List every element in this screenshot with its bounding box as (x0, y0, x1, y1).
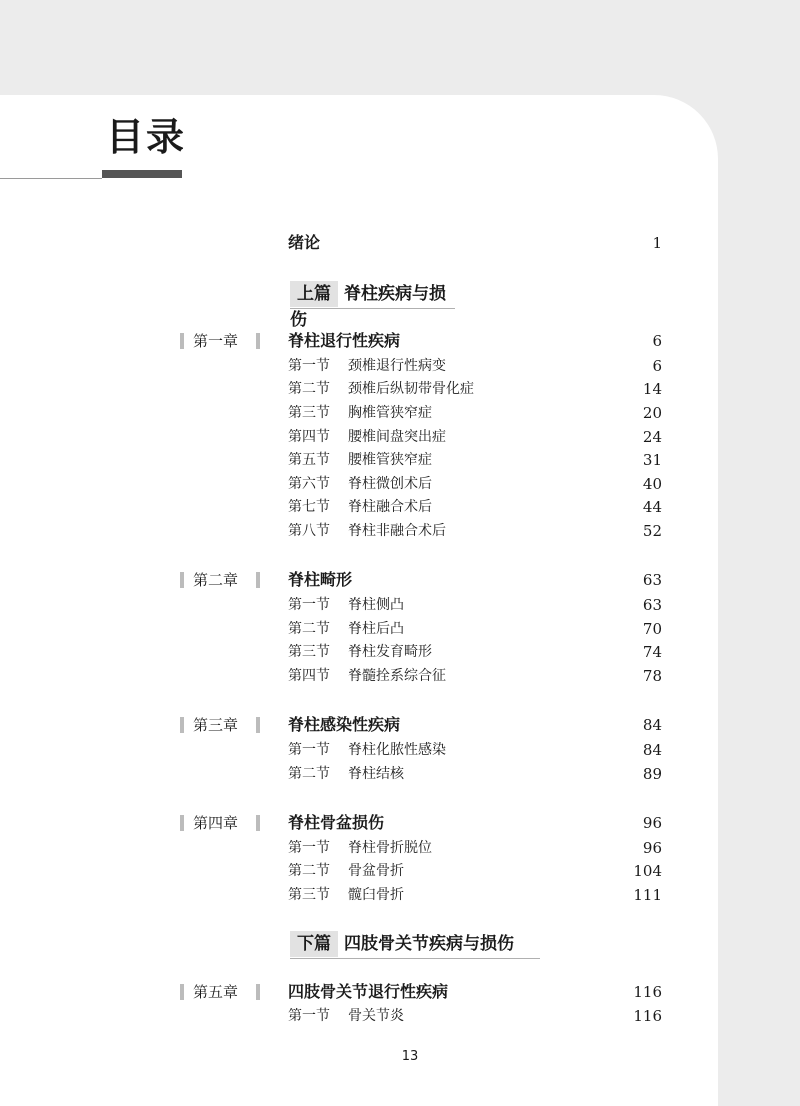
chapter-title: 脊柱感染性疾病 (288, 715, 401, 734)
chapter-label-4: 第四章 (180, 812, 260, 834)
chapter-page: 6 (652, 332, 662, 350)
part-name: 脊柱疾病与损伤 (290, 284, 446, 330)
chapter-title: 脊柱畸形 (288, 570, 353, 589)
title-underline-bar (102, 170, 182, 178)
toc-chapter-2[interactable] (288, 568, 662, 592)
chapter-page: 84 (642, 716, 662, 734)
part-heading-1 (290, 281, 455, 330)
toc-section[interactable]: 第二节 颈椎后纵韧带骨化症 14 (288, 380, 662, 398)
part-tag: 下篇 (290, 931, 338, 957)
chapter-label-5: 第五章 (180, 981, 260, 1003)
chapter-label-2: 第二章 (180, 569, 260, 591)
toc-section[interactable]: 第六节 脊柱微创术后 40 (288, 475, 662, 493)
chapter-page: 63 (642, 571, 662, 589)
toc-section[interactable]: 第三节 髋臼骨折 111 (288, 886, 662, 904)
chapter-title: 脊柱退行性疾病 (288, 331, 401, 350)
toc-section[interactable]: 第一节 骨关节炎 116 (288, 1007, 662, 1025)
toc-section[interactable]: 第一节 脊柱侧凸 63 (288, 596, 662, 614)
toc-section[interactable]: 第四节 腰椎间盘突出症 24 (288, 428, 662, 446)
toc-section[interactable]: 第三节 胸椎管狭窄症 20 (288, 404, 662, 422)
toc-section[interactable]: 第一节 脊柱骨折脱位 96 (288, 839, 662, 857)
toc-chapter-4[interactable] (288, 811, 662, 835)
part-name: 四肢骨关节疾病与损伤 (344, 934, 514, 954)
intro-page: 1 (652, 234, 662, 252)
chapter-title: 脊柱骨盆损伤 (288, 813, 385, 832)
toc-chapter-3[interactable] (288, 713, 662, 737)
toc-chapter-1[interactable] (288, 329, 662, 353)
chapter-label-1: 第一章 (180, 330, 260, 352)
part-tag: 上篇 (290, 281, 338, 307)
chapter-page: 116 (633, 983, 662, 1001)
toc-section[interactable]: 第二节 脊柱结核 89 (288, 765, 662, 783)
toc-section[interactable]: 第二节 骨盆骨折 104 (288, 862, 662, 880)
toc-section[interactable]: 第一节 脊柱化脓性感染 84 (288, 741, 662, 759)
toc-section[interactable]: 第七节 脊柱融合术后 44 (288, 498, 662, 516)
title-rule (0, 178, 102, 179)
part-heading-2 (290, 931, 540, 959)
intro-title: 绪论 (288, 233, 321, 252)
page-number: 13 (401, 1049, 419, 1064)
toc-section[interactable]: 第二节 脊柱后凸 70 (288, 620, 662, 638)
toc-section[interactable]: 第五节 腰椎管狭窄症 31 (288, 451, 662, 469)
toc-chapter-5[interactable] (288, 980, 662, 1004)
chapter-title: 四肢骨关节退行性疾病 (288, 982, 449, 1001)
toc-section[interactable]: 第三节 脊柱发育畸形 74 (288, 643, 662, 661)
toc-section[interactable]: 第一节 颈椎退行性病变 6 (288, 357, 662, 375)
chapter-label-3: 第三章 (180, 714, 260, 736)
part-underline (290, 958, 540, 959)
toc-intro[interactable] (288, 231, 662, 255)
page-title: 目录 (106, 115, 187, 159)
toc-section[interactable]: 第八节 脊柱非融合术后 52 (288, 522, 662, 540)
toc-section[interactable]: 第四节 脊髓拴系综合征 78 (288, 667, 662, 685)
chapter-page: 96 (642, 814, 662, 832)
part-underline (290, 308, 455, 309)
